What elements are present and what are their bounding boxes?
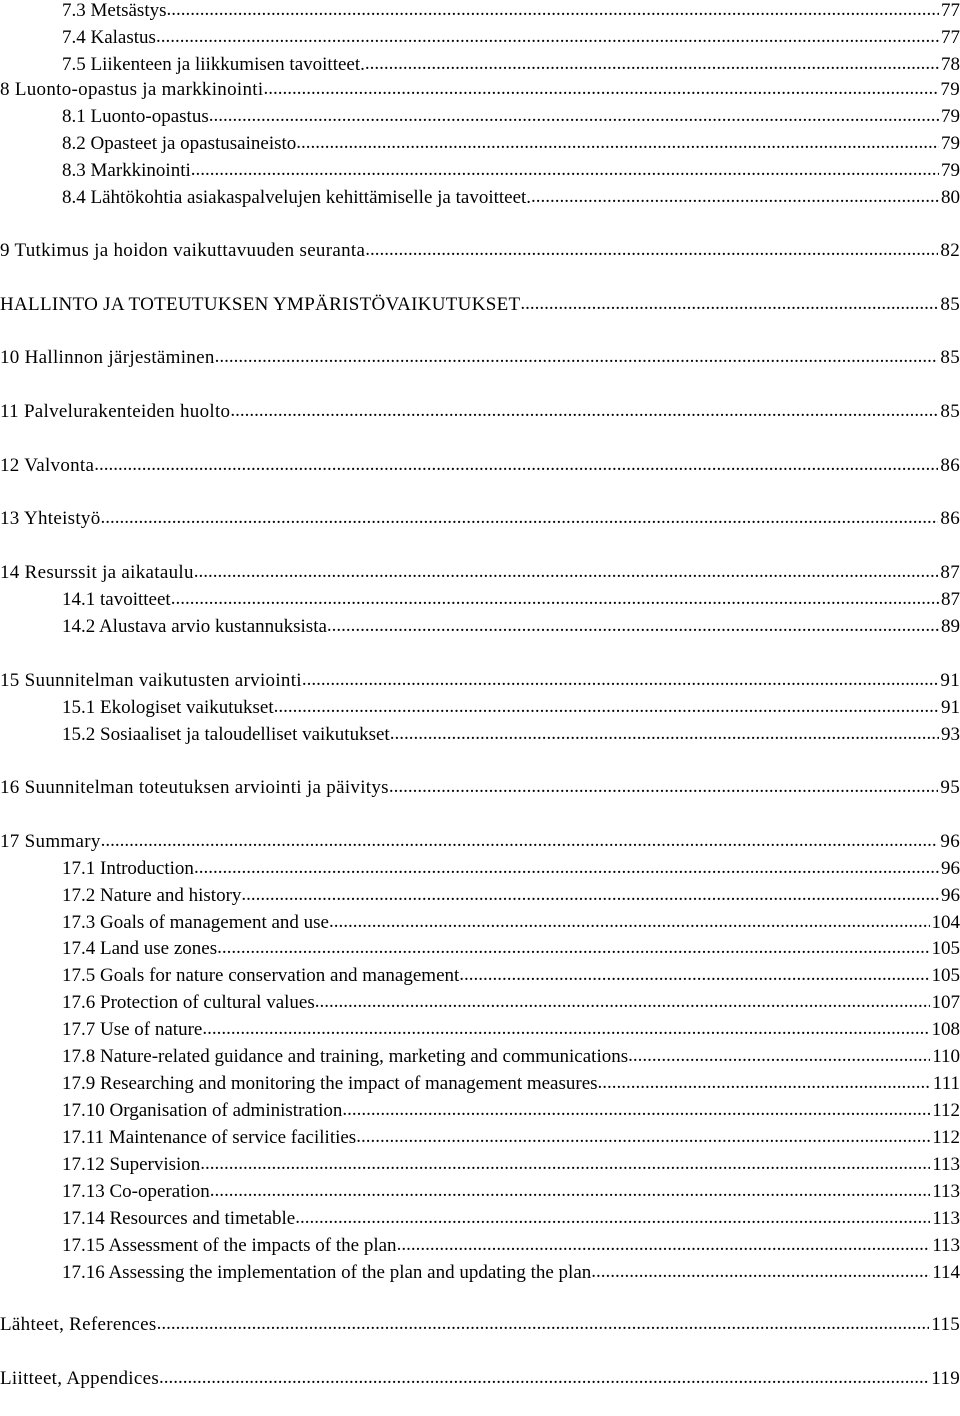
toc-entry[interactable] [0,1235,960,1257]
toc-entry-label: 14.1 tavoitteet [62,589,171,610]
toc-entry-page: 77 [941,27,960,48]
toc-entry-label: 17.16 Assessing the implementation of the plan and updating the plan [62,1262,592,1283]
toc-entry-page: 112 [932,1100,960,1121]
toc-entry-page: 93 [941,724,960,745]
toc-entry-page: 113 [932,1235,960,1256]
toc-entry[interactable] [0,106,960,128]
toc-entry-label: 17.7 Use of nature [62,1019,203,1040]
toc-entry[interactable] [0,562,960,584]
toc-entry-label: 14.2 Alustava arvio kustannuksista [62,616,327,637]
toc-entry[interactable] [0,160,960,182]
toc-entry-label: 8.2 Opasteet ja opastusaineisto [62,133,297,154]
toc-entry-page: 111 [932,1073,960,1094]
toc-entry[interactable] [0,455,960,477]
toc-entry-label: 12 Valvonta [0,455,95,476]
toc-entry-page: 108 [931,1019,960,1040]
toc-entry-page: 115 [931,1314,960,1335]
toc-leader-dots [230,403,938,417]
toc-entry-label: 8.3 Markkinointi [62,160,191,181]
toc-entry-label: 17.13 Co-operation [62,1181,210,1202]
toc-entry[interactable] [0,508,960,530]
toc-entry-page: 78 [941,54,960,75]
toc-entry[interactable] [0,79,960,101]
toc-leader-dots [356,1129,930,1143]
toc-entry[interactable] [0,697,960,719]
toc-entry-page: 79 [941,160,960,181]
toc-leader-dots [101,833,939,847]
toc-entry[interactable] [0,1181,960,1203]
toc-entry-page: 104 [931,912,960,933]
toc-entry-label: 17.3 Goals of management and use [62,912,329,933]
toc-entry[interactable] [0,1208,960,1230]
toc-entry-page: 91 [940,670,960,691]
toc-entry-page: 86 [940,455,960,476]
toc-entry[interactable] [0,992,960,1014]
toc-entry-label: 8.1 Luonto-opastus [62,106,209,127]
toc-entry[interactable] [0,938,960,960]
toc-leader-dots [397,1237,931,1251]
toc-entry-page: 85 [940,294,960,315]
toc-leader-dots [94,457,938,471]
toc-entry[interactable] [0,0,960,22]
toc-entry-label: 15.2 Sosiaaliset ja taloudelliset vaikutukset [62,724,390,745]
toc-entry[interactable] [0,1368,960,1390]
toc-entry-label: 17.2 Nature and history [62,885,242,906]
toc-leader-dots [520,296,938,310]
toc-entry-page: 87 [941,589,960,610]
toc-entry[interactable] [0,133,960,155]
toc-leader-dots [302,672,939,686]
toc-leader-dots [591,1264,930,1278]
toc-entry-label: 17 Summary [0,831,101,852]
toc-entry-label: Lähteet, References [0,1314,157,1335]
toc-entry[interactable] [0,401,960,423]
toc-entry-page: 96 [941,885,960,906]
toc-entry-page: 86 [940,508,960,529]
toc-entry[interactable] [0,724,960,746]
toc-entry[interactable] [0,240,960,262]
toc-entry-label: 13 Yhteistyö [0,508,101,529]
toc-entry-label: 17.9 Researching and monitoring the impact of management measures [62,1073,598,1094]
toc-entry[interactable] [0,1262,960,1284]
toc-entry[interactable] [0,27,960,49]
toc-leader-dots [459,967,929,981]
toc-entry-page: 80 [941,187,960,208]
toc-entry-label: 16 Suunnitelman toteutuksen arviointi ja päivitys [0,777,389,798]
toc-entry-page: 112 [932,1127,960,1148]
toc-entry-label: 7.3 Metsästys [62,0,167,21]
toc-leader-dots [101,510,939,524]
toc-entry[interactable] [0,54,960,76]
toc-entry[interactable] [0,616,960,638]
toc-entry[interactable] [0,1019,960,1041]
toc-entry-page: 110 [932,1046,960,1067]
toc-leader-dots [217,940,929,954]
toc-entry[interactable] [0,1073,960,1095]
toc-leader-dots [531,189,939,203]
toc-leader-dots [191,162,939,176]
toc-entry-label: 8.4 Lähtökohtia asiakaspalvelujen kehittämiselle ja tavoitteet. [62,187,532,208]
toc-entry-label: 17.5 Goals for nature conservation and management [62,965,460,986]
toc-entry-page: 105 [931,938,960,959]
toc-leader-dots [295,1210,930,1224]
toc-entry-label: Liitteet, Appendices [0,1368,160,1389]
toc-leader-dots [365,56,939,70]
toc-entry[interactable] [0,1046,960,1068]
toc-entry[interactable] [0,589,960,611]
toc-leader-dots [156,29,939,43]
toc-entry-label: 10 Hallinnon järjestäminen [0,347,215,368]
toc-entry[interactable] [0,1314,960,1336]
toc-entry-page: 85 [940,347,960,368]
toc-entry[interactable] [0,831,960,853]
toc-entry-label: 8 Luonto-opastus ja markkinointi [0,79,264,100]
toc-entry-page: 113 [932,1154,960,1175]
toc-entry-page: 87 [940,562,960,583]
toc-leader-dots [200,1156,930,1170]
toc-entry[interactable] [0,885,960,907]
toc-leader-dots [202,1021,929,1035]
toc-leader-dots [209,108,939,122]
toc-entry-label: 7.5 Liikenteen ja liikkumisen tavoitteet. [62,54,365,75]
toc-entry-label: 17.11 Maintenance of service facilities [62,1127,357,1148]
toc-entry-page: 91 [941,697,960,718]
toc-entry-label: 17.8 Nature-related guidance and training, marketing and communications [62,1046,629,1067]
toc-entry-page: 95 [940,777,960,798]
toc-entry-page: 96 [941,858,960,879]
toc-entry-label: 9 Tutkimus ja hoidon vaikuttavuuden seuranta [0,240,366,261]
toc-entry-page: 105 [931,965,960,986]
toc-entry-page: 96 [940,831,960,852]
toc-entry[interactable] [0,1154,960,1176]
toc-leader-dots [274,699,939,713]
toc-entry-label: 11 Palvelurakenteiden huolto [0,401,231,422]
toc-leader-dots [194,860,939,874]
toc-leader-dots [342,1102,930,1116]
toc-entry[interactable] [0,1127,960,1149]
toc-leader-dots [598,1075,931,1089]
toc-entry-page: 89 [941,616,960,637]
toc-leader-dots [327,618,939,632]
toc-entry-label: 17.12 Supervision [62,1154,201,1175]
toc-entry-label: 14 Resurssit ja aikataulu [0,562,194,583]
toc-entry-page: 119 [931,1368,960,1389]
toc-entry-label: 17.4 Land use zones [62,938,218,959]
toc-entry-label: 15 Suunnitelman vaikutusten arviointi [0,670,302,691]
toc-leader-dots [365,242,938,256]
toc-entry[interactable] [0,912,960,934]
toc-entry[interactable] [0,777,960,799]
toc-entry-page: 107 [931,992,960,1013]
toc-leader-dots [263,81,938,95]
toc-entry-page: 79 [941,106,960,127]
toc-leader-dots [159,1370,929,1384]
toc-leader-dots [171,591,939,605]
toc-entry[interactable] [0,858,960,880]
toc-leader-dots [215,349,939,363]
toc-leader-dots [194,564,939,578]
toc-entry-label: 17.1 Introduction [62,858,194,879]
toc-leader-dots [389,779,939,793]
toc-leader-dots [390,726,939,740]
toc-leader-dots [329,914,930,928]
toc-leader-dots [157,1316,930,1330]
toc-entry-page: 82 [940,240,960,261]
toc-entry-page: 79 [940,79,960,100]
toc-entry-page: 114 [932,1262,960,1283]
toc-entry-label: 17.10 Organisation of administration [62,1100,343,1121]
toc-leader-dots [241,887,939,901]
toc-leader-dots [167,2,940,16]
toc-entry-page: 79 [941,133,960,154]
toc-entry-page: 85 [940,401,960,422]
toc-entry-page: 113 [932,1208,960,1229]
toc-entry-label: 17.15 Assessment of the impacts of the plan [62,1235,397,1256]
toc-leader-dots [296,135,939,149]
toc-entry-label: 15.1 Ekologiset vaikutukset [62,697,274,718]
toc-entry-page: 77 [941,0,960,21]
toc-entry[interactable] [0,670,960,692]
toc-entry[interactable] [0,1100,960,1122]
toc-leader-dots [210,1183,930,1197]
toc-entry-label: 17.6 Protection of cultural values [62,992,315,1013]
toc-entry-page: 113 [932,1181,960,1202]
toc-entry[interactable] [0,294,960,316]
toc-leader-dots [628,1048,930,1062]
toc-leader-dots [315,994,930,1008]
toc-entry[interactable] [0,965,960,987]
toc-entry-label: 7.4 Kalastus [62,27,156,48]
toc-entry[interactable] [0,187,960,209]
toc-entry-label: HALLINTO JA TOTEUTUKSEN YMPÄRISTÖVAIKUTUKSET [0,294,521,315]
toc-entry[interactable] [0,347,960,369]
toc-entry-label: 17.14 Resources and timetable [62,1208,296,1229]
